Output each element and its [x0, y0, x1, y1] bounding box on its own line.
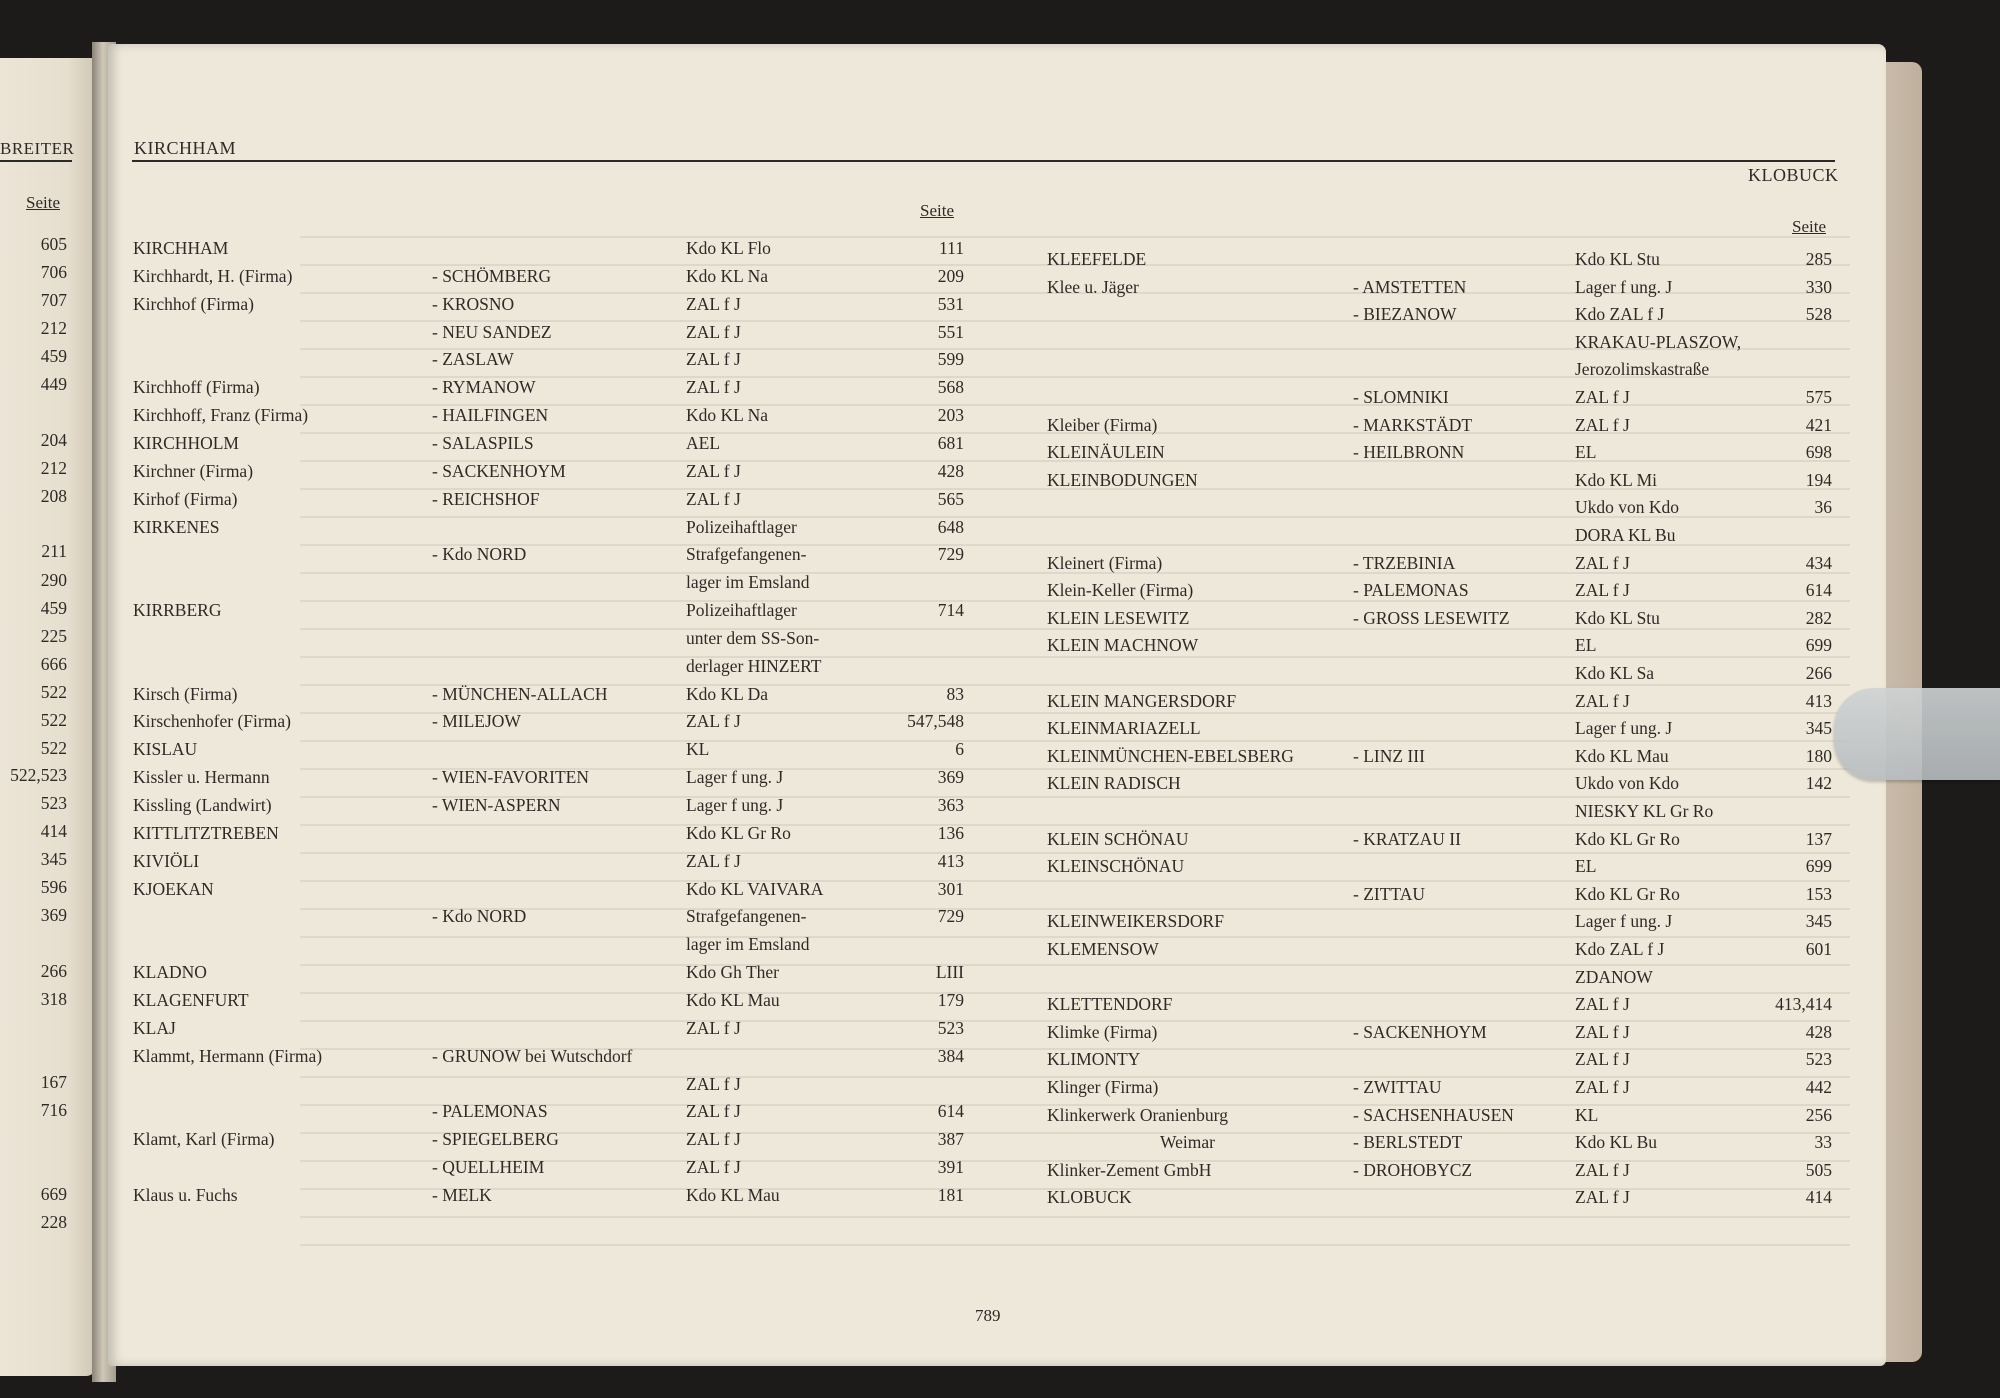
entry-camp-type: AEL — [686, 432, 721, 453]
left-page-number: 290 — [40, 570, 67, 590]
entry-page-ref: 413 — [1805, 690, 1832, 711]
entry-location: - BIEZANOW — [1353, 304, 1457, 325]
entry-camp-type: ZAL f J — [1575, 1021, 1630, 1042]
entry-name: KLEIN MANGERSDORF — [1047, 690, 1237, 711]
entry-name: KISLAU — [133, 739, 198, 760]
entry-location: - MÜNCHEN-ALLACH — [432, 683, 608, 704]
running-head-left: KIRCHHAM — [134, 138, 237, 158]
entry-name: KLEINÄULEIN — [1047, 442, 1165, 463]
entry-name: Kirchhof (Firma) — [133, 293, 255, 314]
entry-page-ref: 301 — [937, 878, 964, 899]
entry-location: - Kdo NORD — [432, 906, 527, 927]
left-page-number: 369 — [40, 905, 67, 925]
entry-location: - DROHOBYCZ — [1353, 1159, 1473, 1180]
entry-camp-type: EL — [1575, 635, 1597, 656]
entry-page-ref: 434 — [1805, 552, 1832, 573]
entry-camp-type: KL — [1575, 1104, 1599, 1125]
entry-name: KLEEFELDE — [1047, 249, 1147, 269]
entry-name: KLETTENDORF — [1047, 994, 1173, 1015]
entry-camp-type: ZAL f J — [1575, 1187, 1630, 1208]
entry-page-ref: 83 — [946, 683, 964, 704]
entry-camp-type: Kdo KL Gr Ro — [686, 822, 791, 843]
entry-page-ref: 413,414 — [1775, 994, 1832, 1015]
entry-page-ref: 599 — [937, 349, 964, 370]
left-page-number: 716 — [40, 1100, 67, 1120]
entry-camp-type: Ukdo von Kdo — [1575, 497, 1680, 518]
entry-location: - MILEJOW — [432, 711, 521, 732]
entry-name: KIRRBERG — [133, 600, 222, 621]
entry-camp-type: lager im Emsland — [686, 934, 810, 955]
entry-name: KLEINMARIAZELL — [1047, 718, 1201, 739]
entry-page-ref: 528 — [1805, 304, 1832, 325]
entry-page-ref: 614 — [937, 1101, 964, 1122]
left-page-number: 225 — [40, 626, 67, 646]
left-page-number: 318 — [40, 989, 67, 1009]
entry-location: - PALEMONAS — [1353, 580, 1469, 601]
entry-name: Kleinert (Firma) — [1047, 552, 1163, 573]
entry-location: - AMSTETTEN — [1353, 276, 1467, 297]
entry-camp-type: Kdo Gh Ther — [686, 962, 779, 983]
entry-name: Klammt, Hermann (Firma) — [133, 1045, 323, 1066]
entry-location: - PALEMONAS — [432, 1101, 548, 1122]
entry-name: Klein-Keller (Firma) — [1047, 580, 1194, 601]
entry-camp-type: ZAL f J — [1575, 414, 1630, 435]
entry-name: KLEIN LESEWITZ — [1047, 607, 1190, 628]
entry-page-ref: 648 — [937, 516, 964, 537]
header-rule — [132, 160, 1835, 162]
entry-camp-type: Kdo KL Stu — [1575, 607, 1660, 628]
entry-location: - LINZ III — [1353, 745, 1425, 766]
bookmark-clip — [1834, 688, 2000, 780]
entry-name: KITTLITZTREBEN — [133, 822, 279, 843]
entry-page-ref: 413 — [937, 850, 964, 871]
entry-page-ref: 363 — [937, 795, 964, 815]
entry-page-ref: 551 — [937, 321, 964, 342]
left-page-number: 522 — [40, 710, 67, 730]
entry-name: Kirschenhofer (Firma) — [133, 711, 291, 732]
entry-page-ref: 209 — [937, 265, 964, 286]
entry-camp-type: Lager f ung. J — [1575, 911, 1673, 932]
entry-location: - SACKENHOYM — [1353, 1021, 1487, 1042]
entry-location: - GRUNOW bei Wutschdorf — [432, 1045, 633, 1066]
left-page-number: 345 — [40, 849, 67, 869]
entry-page-ref: 601 — [1805, 939, 1832, 959]
entry-name: Klamt, Karl (Firma) — [133, 1129, 275, 1150]
entry-page-ref: 523 — [937, 1017, 964, 1038]
running-head-right: KLOBUCK — [1748, 165, 1839, 185]
left-page-number: 167 — [40, 1072, 67, 1092]
left-page-number: 596 — [40, 877, 67, 897]
entry-camp-type: Polizeihaftlager — [686, 600, 797, 621]
entry-page-ref: 729 — [937, 544, 964, 565]
entry-camp-type: ZAL f J — [1575, 690, 1630, 711]
entry-page-ref: 180 — [1805, 745, 1832, 766]
left-page-number: 212 — [40, 318, 67, 338]
entry-name: KLEINSCHÖNAU — [1047, 856, 1185, 877]
entry-location: - TRZEBINIA — [1353, 552, 1456, 573]
entry-page-ref: 153 — [1805, 883, 1832, 904]
entry-camp-type: Kdo KL Mau — [1575, 745, 1669, 766]
page-number: 789 — [975, 1306, 1001, 1325]
entry-camp-type: ZAL f J — [1575, 1049, 1630, 1070]
left-header-rule — [0, 160, 72, 162]
entry-location: - ZASLAW — [432, 349, 514, 370]
entry-location: - SPIEGELBERG — [432, 1129, 559, 1150]
left-page-number: 208 — [40, 486, 67, 506]
entry-page-ref: 614 — [1805, 580, 1832, 601]
entry-location: - GROSS LESEWITZ — [1353, 607, 1510, 628]
entry-name: KLEMENSOW — [1047, 939, 1159, 959]
entry-camp-type: ZAL f J — [686, 1073, 741, 1094]
entry-camp-type: Lager f ung. J — [1575, 718, 1673, 739]
left-page-number: 605 — [40, 234, 67, 254]
entry-location: - MARKSTÄDT — [1353, 414, 1473, 435]
entry-location: - WIEN-FAVORITEN — [432, 767, 589, 788]
entry-page-ref: 714 — [937, 600, 964, 621]
entry-page-ref: 330 — [1805, 276, 1832, 297]
entry-name: Kleiber (Firma) — [1047, 414, 1158, 435]
entry-page-ref: 729 — [937, 906, 964, 927]
left-running-head: BREITER — [0, 139, 75, 158]
entry-page-ref: 575 — [1805, 387, 1832, 407]
entry-camp-type: Kdo KL Gr Ro — [1575, 883, 1680, 904]
left-page-number: 414 — [40, 821, 67, 841]
entry-name: KIRCHHAM — [133, 238, 229, 258]
left-page-number: 522 — [40, 738, 67, 758]
entry-page-ref: 266 — [1805, 663, 1832, 683]
entry-page-ref: 699 — [1805, 635, 1832, 656]
entry-page-ref: 256 — [1805, 1104, 1832, 1125]
entry-name: KJOEKAN — [133, 878, 214, 899]
entry-page-ref: 387 — [937, 1129, 964, 1150]
entry-page-ref: 547,548 — [907, 711, 964, 732]
left-page-number: 211 — [41, 541, 67, 561]
entry-camp-type: KL — [686, 739, 710, 760]
entry-name: KLEIN MACHNOW — [1047, 635, 1199, 656]
entry-page-ref: 699 — [1805, 856, 1832, 877]
entry-page-ref: 142 — [1805, 773, 1832, 794]
left-page-number: 449 — [40, 374, 67, 394]
entry-camp-type: Strafgefangenen- — [686, 544, 807, 565]
entry-name: KIRCHHOLM — [133, 432, 239, 453]
entry-name: KLEIN SCHÖNAU — [1047, 828, 1189, 849]
entry-page-ref: 194 — [1805, 469, 1832, 490]
entry-name: KLEIN RADISCH — [1047, 773, 1181, 794]
entry-name: Kirhof (Firma) — [133, 488, 238, 509]
entry-location: - Kdo NORD — [432, 544, 527, 565]
entry-camp-type: ZAL f J — [686, 293, 741, 314]
entry-camp-type: ZAL f J — [1575, 387, 1630, 407]
entry-name: Klaus u. Fuchs — [133, 1184, 238, 1205]
entry-camp-type: derlager HINZERT — [686, 655, 822, 676]
entry-name: Kissling (Landwirt) — [133, 795, 272, 815]
entry-page-ref: 369 — [937, 767, 964, 788]
entry-location: - SACKENHOYM — [432, 460, 566, 481]
entry-page-ref: 282 — [1805, 607, 1832, 628]
entry-page-ref: 33 — [1814, 1132, 1832, 1153]
entry-page-ref: 531 — [937, 293, 964, 314]
entry-name: Klee u. Jäger — [1047, 276, 1139, 297]
entry-page-ref: 442 — [1805, 1077, 1832, 1097]
entry-page-ref: 179 — [937, 989, 964, 1010]
entry-camp-type: Kdo KL Na — [686, 265, 768, 286]
entry-name: KLAGENFURT — [133, 989, 249, 1010]
entry-location: - KRATZAU II — [1353, 828, 1461, 849]
entry-location: - QUELLHEIM — [432, 1157, 545, 1178]
left-page-number: 266 — [40, 961, 67, 981]
entry-camp-type: Kdo KL Gr Ro — [1575, 828, 1680, 849]
entry-location: - BERLSTEDT — [1353, 1132, 1463, 1153]
entry-name: KLEINMÜNCHEN-EBELSBERG — [1047, 745, 1294, 766]
entry-page-ref: 111 — [939, 238, 964, 258]
seite-label-left-column: Seite — [920, 201, 954, 220]
entry-camp-type: ZAL f J — [686, 850, 741, 871]
entry-name: Kissler u. Hermann — [133, 767, 270, 788]
entry-name: KLAJ — [133, 1017, 176, 1038]
seite-label-right-column: Seite — [1792, 217, 1826, 236]
entry-location: - MELK — [432, 1184, 492, 1205]
entry-camp-type: ZAL f J — [686, 1129, 741, 1150]
entry-camp-type: KRAKAU-PLASZOW, — [1575, 331, 1742, 352]
entry-camp-type: DORA KL Bu — [1575, 525, 1676, 545]
entry-page-ref: 523 — [1805, 1049, 1832, 1070]
entry-camp-type: Kdo ZAL f J — [1575, 939, 1665, 959]
entry-name: KLEINBODUNGEN — [1047, 469, 1198, 490]
left-page-number: 669 — [40, 1184, 67, 1204]
entry-camp-type: ZAL f J — [686, 377, 741, 398]
entry-camp-type: Kdo KL Stu — [1575, 249, 1660, 269]
entry-location: - ZWITTAU — [1353, 1077, 1442, 1097]
entry-page-ref: 345 — [1805, 718, 1832, 739]
entry-camp-type: NIESKY KL Gr Ro — [1575, 801, 1714, 821]
entry-location: - NEU SANDEZ — [432, 321, 552, 342]
entry-camp-type: Kdo KL Mi — [1575, 469, 1657, 490]
entry-camp-type: Kdo KL Flo — [686, 238, 771, 258]
entry-page-ref: LIII — [935, 962, 964, 983]
entry-location: - SALASPILS — [432, 432, 534, 453]
entry-camp-type: Ukdo von Kdo — [1575, 773, 1680, 794]
entry-page-ref: 414 — [1805, 1187, 1832, 1208]
entry-page-ref: 285 — [1805, 249, 1832, 269]
left-page-number: 204 — [40, 430, 67, 450]
entry-page-ref: 384 — [937, 1045, 964, 1066]
entry-camp-type: ZAL f J — [686, 488, 741, 509]
entry-name: Kirchhoff, Franz (Firma) — [133, 405, 309, 426]
entry-page-ref: 137 — [1805, 828, 1832, 849]
left-page-number: 459 — [40, 598, 67, 618]
entry-page-ref: 568 — [937, 377, 964, 398]
left-seite-label: Seite — [26, 193, 60, 212]
left-page-number: 228 — [40, 1212, 67, 1232]
entry-name: KLADNO — [133, 962, 207, 983]
entry-name: Kirchhoff (Firma) — [133, 377, 260, 398]
entry-camp-type: ZAL f J — [1575, 552, 1630, 573]
entry-name: Klinkerwerk Oranienburg — [1047, 1104, 1228, 1125]
entry-camp-type: ZAL f J — [686, 460, 741, 481]
entry-page-ref: 428 — [1805, 1021, 1832, 1042]
entry-location: - KROSNO — [432, 293, 515, 314]
entry-location: - ZITTAU — [1353, 883, 1425, 904]
entry-camp-type: ZAL f J — [686, 1157, 741, 1178]
entry-camp-type: ZAL f J — [686, 711, 741, 732]
entry-camp-type: Lager f ung. J — [686, 767, 784, 788]
entry-camp-type: Strafgefangenen- — [686, 906, 807, 927]
entry-camp-type: unter dem SS-Son- — [686, 627, 820, 648]
entry-page-ref: 391 — [937, 1157, 964, 1178]
entry-location: - SCHÖMBERG — [432, 265, 552, 286]
entry-location: - RYMANOW — [432, 377, 536, 398]
left-page-number: 212 — [40, 458, 67, 478]
entry-page-ref: 6 — [955, 739, 964, 760]
entry-camp-type: Kdo KL Na — [686, 405, 768, 426]
entry-camp-type: ZAL f J — [1575, 1159, 1630, 1180]
left-page-number: 522,523 — [10, 765, 67, 785]
entry-camp-type: Kdo KL Mau — [686, 989, 780, 1010]
left-page-number: 459 — [40, 346, 67, 366]
entry-camp-type: Polizeihaftlager — [686, 516, 797, 537]
entry-name: KLEINWEIKERSDORF — [1047, 911, 1224, 932]
entry-camp-type: ZAL f J — [686, 1017, 741, 1038]
entry-camp-type: Kdo KL Sa — [1575, 663, 1655, 683]
entry-location: - REICHSHOF — [432, 488, 540, 509]
entry-name: KLIMONTY — [1047, 1049, 1141, 1070]
entry-camp-type: Lager f ung. J — [686, 795, 784, 815]
entry-page-ref: 698 — [1805, 442, 1832, 463]
entry-location: - SACHSENHAUSEN — [1353, 1104, 1514, 1125]
entry-camp-type: ZAL f J — [686, 1101, 741, 1122]
entry-page-ref: 565 — [937, 488, 964, 509]
entry-camp-type: EL — [1575, 856, 1597, 877]
left-page-number: 666 — [40, 654, 67, 674]
entry-camp-type: ZAL f J — [1575, 994, 1630, 1015]
left-page-number: 706 — [40, 262, 67, 282]
entry-location: - HAILFINGEN — [432, 405, 549, 426]
entry-name: KIVIÖLI — [133, 850, 200, 871]
entry-location: - HEILBRONN — [1353, 442, 1465, 463]
entry-camp-type: Lager f ung. J — [1575, 276, 1673, 297]
entry-camp-type: ZAL f J — [686, 321, 741, 342]
entry-name: KIRKENES — [133, 516, 220, 537]
entry-camp-type: Kdo KL Mau — [686, 1184, 780, 1205]
entry-camp-type: EL — [1575, 442, 1597, 463]
entry-camp-type: ZAL f J — [686, 349, 741, 370]
entry-camp-type: ZAL f J — [1575, 1077, 1630, 1097]
entry-camp-type: lager im Emsland — [686, 572, 810, 593]
entry-page-ref: 181 — [937, 1184, 964, 1205]
entry-location: - WIEN-ASPERN — [432, 795, 561, 815]
entry-page-ref: 345 — [1805, 911, 1832, 932]
entry-page-ref: 505 — [1805, 1159, 1832, 1180]
entry-name: Weimar — [1160, 1132, 1215, 1153]
entry-name: Kirchhardt, H. (Firma) — [133, 265, 293, 286]
entry-page-ref: 136 — [937, 822, 964, 843]
entry-name: Kirchner (Firma) — [133, 460, 254, 481]
entry-name: KLOBUCK — [1047, 1187, 1132, 1208]
entry-camp-type: Kdo ZAL f J — [1575, 304, 1665, 325]
entry-camp-type: ZDANOW — [1575, 966, 1653, 987]
entry-page-ref: 681 — [937, 432, 964, 453]
entry-page-ref: 428 — [937, 460, 964, 481]
left-page-number: 522 — [40, 682, 67, 702]
entry-location: - SLOMNIKI — [1353, 387, 1449, 407]
entry-name: Klinker-Zement GmbH — [1047, 1159, 1212, 1180]
left-page-number: 523 — [40, 793, 67, 813]
entry-name: Klimke (Firma) — [1047, 1021, 1158, 1042]
entry-camp-type: ZAL f J — [1575, 580, 1630, 601]
entry-page-ref: 203 — [937, 405, 964, 426]
entry-camp-type: Jerozolimskastraße — [1575, 359, 1710, 380]
entry-camp-type: Kdo KL Da — [686, 683, 768, 704]
left-page-number: 707 — [40, 290, 67, 310]
entry-camp-type: Kdo KL VAIVARA — [686, 878, 824, 899]
entry-name: Kirsch (Firma) — [133, 683, 238, 704]
entry-camp-type: Kdo KL Bu — [1575, 1132, 1657, 1153]
entry-page-ref: 36 — [1814, 497, 1832, 518]
entry-page-ref: 421 — [1805, 414, 1832, 435]
entry-name: Klinger (Firma) — [1047, 1077, 1159, 1097]
